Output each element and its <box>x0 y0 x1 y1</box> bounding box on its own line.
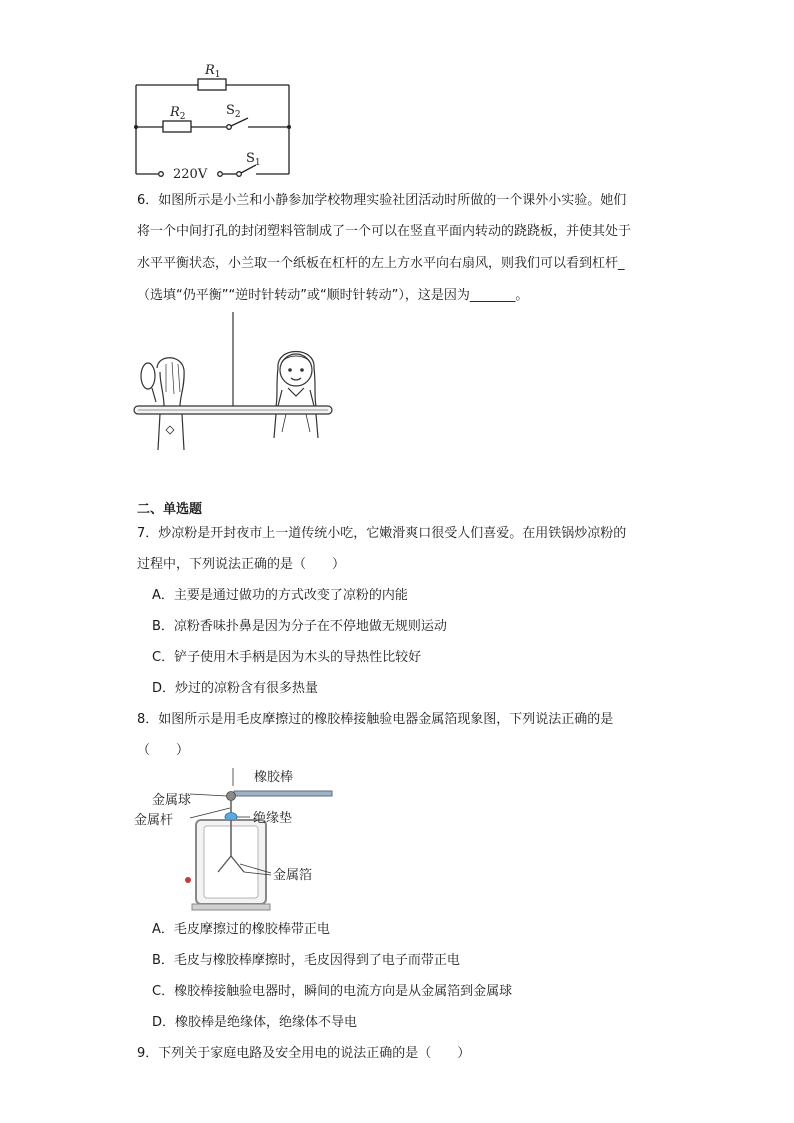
svg-text:S2: $S_2$ <box>226 103 241 120</box>
q7-line-1: 7．炒凉粉是开封夜市上一道传统小吃，它嫩滑爽口很受人们喜爱。在用铁锅炒凉粉的 <box>137 526 627 541</box>
svg-text:R2: $R_2$ <box>170 105 186 122</box>
r1-label: R <box>205 63 215 78</box>
section-title: 二、单选题 <box>137 502 203 517</box>
q7-option-b: B．凉粉香味扑鼻是因为分子在不停地做无规则运动 <box>152 619 447 634</box>
rod-label: 橡胶棒 <box>254 770 294 785</box>
q8-option-a: A．毛皮摩擦过的橡胶棒带正电 <box>152 922 330 937</box>
s2-label: S <box>226 103 235 118</box>
q7-option-a: A．主要是通过做功的方式改变了凉粉的内能 <box>152 588 408 603</box>
s1-label: S <box>246 151 255 166</box>
foil-label: 金属箔 <box>273 868 313 883</box>
svg-text:S1: $S_1$ <box>246 151 261 168</box>
q8-option-d: D．橡胶棒是绝缘体，绝缘体不导电 <box>152 1015 358 1030</box>
q8-line-1: 8．如图所示是用毛皮摩擦过的橡胶棒接触验电器金属箔现象图，下列说法正确的是 <box>137 712 614 727</box>
r2-label: R <box>170 105 180 120</box>
q9-line-1: 9．下列关于家庭电路及安全用电的说法正确的是（ ） <box>137 1046 471 1061</box>
seesaw-illustration <box>130 310 340 458</box>
pad-label: 绝缘垫 <box>253 811 293 826</box>
q6-line-1: 6．如图所示是小兰和小静参加学校物理实验社团活动时所做的一个课外小实验。她们 <box>137 193 627 208</box>
ball-label: 金属球 <box>152 793 192 808</box>
q6-line-3: 水平平衡状态，小兰取一个纸板在杠杆的左上方水平向右扇风，则我们可以看到杠杆_ <box>137 256 625 271</box>
electroscope-illustration <box>130 764 370 914</box>
svg-text:R1: $R_1$ <box>205 63 221 80</box>
q7-option-d: D．炒过的凉粉含有很多热量 <box>152 681 319 696</box>
q7-line-2: 过程中，下列说法正确的是（ ） <box>137 557 346 572</box>
bar-label: 金属杆 <box>134 813 174 828</box>
q8-option-c: C．橡胶棒接触验电器时，瞬间的电流方向是从金属箔到金属球 <box>152 984 513 999</box>
q8-option-b: B．毛皮与橡胶棒摩擦时，毛皮因得到了电子而带正电 <box>152 953 460 968</box>
q7-option-c: C．铲子使用木手柄是因为木头的导热性比较好 <box>152 650 422 665</box>
voltage-label: 220V <box>173 167 208 182</box>
circuit-diagram <box>130 58 300 182</box>
q6-line-4: （选填“仍平衡”“逆时针转动”或“顺时针转动”），这是因为_______。 <box>137 288 529 303</box>
q6-line-2: 将一个中间打孔的封闭塑料管制成了一个可以在竖直平面内转动的跷跷板，并使其处于 <box>137 224 632 239</box>
q8-line-2: （ ） <box>137 743 190 758</box>
